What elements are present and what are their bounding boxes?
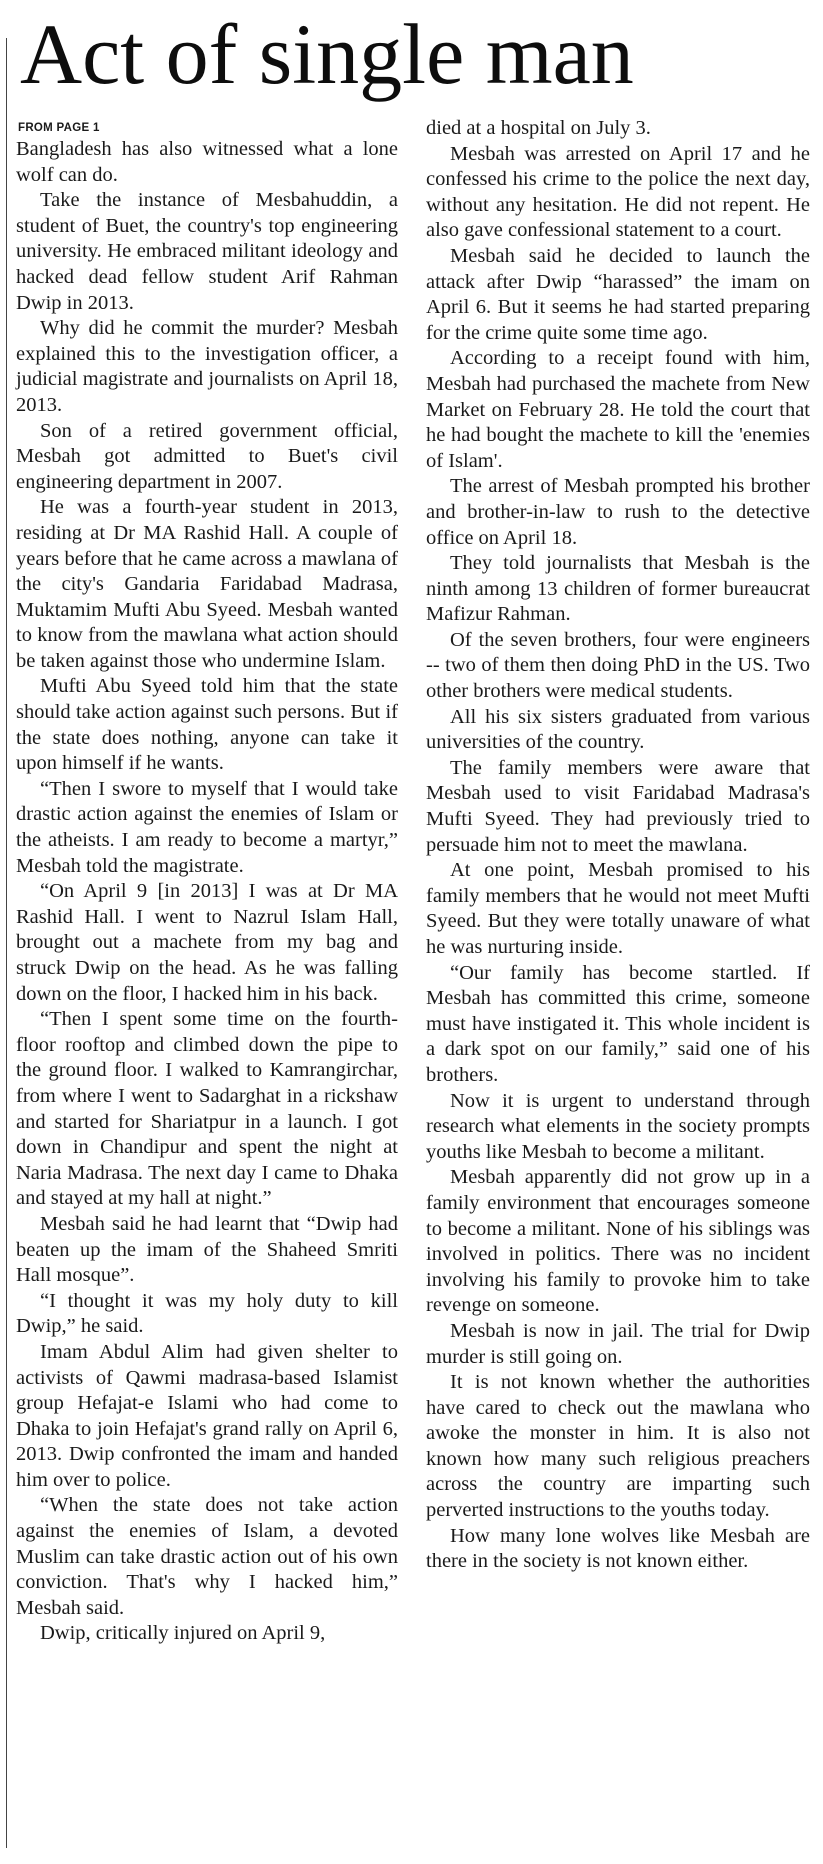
paragraph: Take the instance of Mesbahuddin, a student of Buet, the country's top engineering university. He embraced militant ideology and hacked dead fellow student Arif Rahman Dwip in 2013. <box>16 189 398 314</box>
paragraph: They told journalists that Mesbah is the ninth among 13 children of former bureaucrat Mafizur Rahman. <box>426 552 810 626</box>
page-credit: FROM PAGE 1 <box>18 122 100 134</box>
paragraph: “When the state does not take action against the enemies of Islam, a devoted Muslim can take drastic action out of his own conviction. That's why I hacked him,” Mesbah said. <box>16 1494 398 1619</box>
paragraph: Of the seven brothers, four were engineers -- two of them then doing PhD in the US. Two other brothers were medical students. <box>426 628 810 703</box>
paragraph: According to a receipt found with him, Mesbah had purchased the machete from New Market on February 28. He told the court that he had bought the machete to kill the 'enemies of Islam'. <box>426 347 810 472</box>
paragraph: “Then I spent some time on the fourth-floor rooftop and climbed down the pipe to the ground floor. I walked to Kamrangirchar, from where I went to Sadarghat in a rickshaw and started for Shariatpur in a launch. I got down in Chandipur and spent the night at Naria Madrasa. The next day I came to Dhaka and stayed at my hall at night.” <box>16 1008 398 1210</box>
paragraph: “Then I swore to myself that I would take drastic action against the enemies of Islam or the atheists. I am ready to become a martyr,” Mesbah told the magistrate. <box>16 777 398 877</box>
column-rule <box>6 38 7 1848</box>
paragraph: died at a hospital on July 3. <box>426 117 651 139</box>
paragraph: Son of a retired government official, Mesbah got admitted to Buet's civil engineering department in 2007. <box>16 419 398 493</box>
paragraph: At one point, Mesbah promised to his family members that he would not meet Mufti Syeed. But they were totally unaware of what he was nurturing inside. <box>426 859 810 958</box>
paragraph: All his six sisters graduated from various universities of the country. <box>426 705 810 754</box>
paragraph: The arrest of Mesbah prompted his brother and brother-in-law to rush to the detective office on April 18. <box>426 475 810 549</box>
paragraph: Mesbah apparently did not grow up in a family environment that encourages someone to become a militant. None of his siblings was involved in politics. There was no incident involving his family to provoke him to take revenge on someone. <box>426 1166 810 1317</box>
article-column-left <box>16 120 398 1647</box>
paragraph: “I thought it was my holy duty to kill Dwip,” he said. <box>16 1289 398 1338</box>
paragraph: Mesbah said he decided to launch the attack after Dwip “harassed” the imam on April 6. But it seems he had started preparing for the crime quite some time ago. <box>426 244 810 344</box>
paragraph: Dwip, critically injured on April 9, <box>40 1622 326 1645</box>
paragraph: “On April 9 [in 2013] I was at Dr MA Rashid Hall. I went to Nazrul Islam Hall, brought out a machete from my bag and struck Dwip on the head. As he was falling down on the floor, I hacked him in his back. <box>16 880 398 1005</box>
paragraph: Now it is urgent to understand through research what elements in the society prompts youths like Mesbah to become a militant. <box>426 1089 810 1163</box>
paragraph: The family members were aware that Mesbah used to visit Faridabad Madrasa's Mufti Syeed. They had previously tried to persuade him not to meet the mawlana. <box>426 756 810 856</box>
paragraph: Bangladesh has also witnessed what a lone wolf can do. <box>16 138 398 186</box>
paragraph: Mesbah was arrested on April 17 and he confessed his crime to the police the next day, without any hesitation. He did not repent. He also gave confessional statement to a court. <box>426 142 810 242</box>
headline: Act of single man <box>20 6 634 102</box>
paragraph: Mesbah said he had learnt that “Dwip had beaten up the imam of the Shaheed Smriti Hall mosque”. <box>16 1212 398 1287</box>
article-column-right <box>426 116 810 1575</box>
paragraph: Imam Abdul Alim had given shelter to activists of Qawmi madrasa-based Islamist group Hefajat-e Islami who had come to Dhaka to join Hefajat's grand rally on April 6, 2013. Dwip confronted the imam and handed him over to police. <box>16 1340 398 1491</box>
paragraph: Mesbah is now in jail. The trial for Dwip murder is still going on. <box>426 1319 810 1368</box>
paragraph: It is not known whether the authorities have cared to check out the mawlana who awoke the monster in him. It is also not known how many such religious preachers across the country are imparting such perverted instructions to the youths today. <box>426 1371 810 1522</box>
paragraph: He was a fourth-year student in 2013, residing at Dr MA Rashid Hall. A couple of years before that he came across a mawlana of the city's Gandaria Faridabad Madrasa, Muktamim Mufti Abu Syeed. Mesbah wanted to know from the mawlana what action should be taken against those who undermine Islam. <box>16 496 398 672</box>
paragraph: “Our family has become startled. If Mesbah has committed this crime, someone must have instigated it. This whole incident is a dark spot on our family,” said one of his brothers. <box>426 961 810 1086</box>
paragraph: How many lone wolves like Mesbah are there in the society is not known either. <box>426 1524 810 1573</box>
paragraph: Why did he commit the murder? Mesbah explained this to the investigation officer, a judicial magistrate and journalists on April 18, 2013. <box>16 317 398 416</box>
paragraph: Mufti Abu Syeed told him that the state should take action against such persons. But if the state does nothing, anyone can take it upon himself if he wants. <box>16 675 398 775</box>
